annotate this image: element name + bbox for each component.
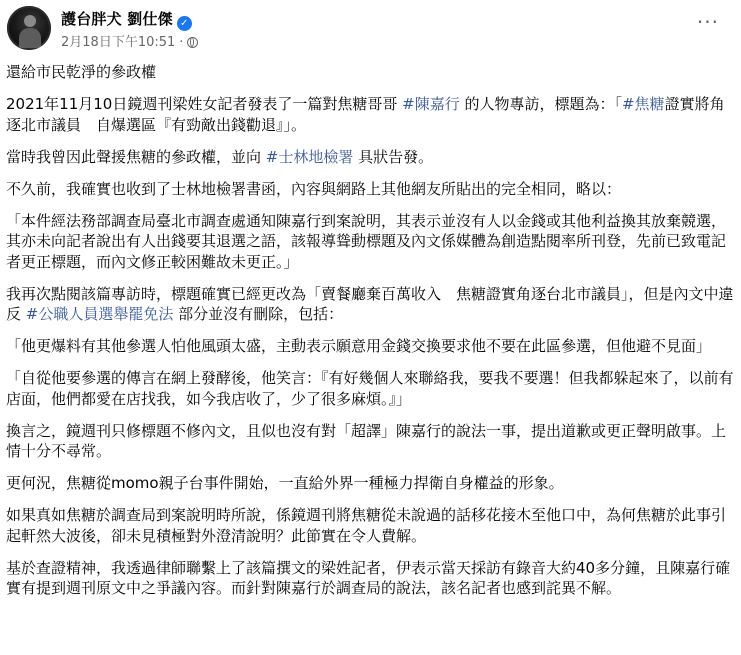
hashtag-link[interactable]: #陳嘉行 [402,95,460,113]
hashtag-link[interactable]: #士林地檢署 [265,147,354,166]
paragraph-text: 2021年11月10日鏡週刊梁姓女記者發表了一篇對焦糖哥哥 [6,95,403,113]
post-paragraph-12: 基於查證精神，我透過律師聯繫上了該篇撰文的梁姓記者，伊表示當天採訪有錄音大約40多分鐘，且陳嘉行確實有提到週刊原文中之爭議內容。而針對陳嘉行於調查局的說法，該名記者也感到詫異不解。 [6,558,731,597]
hashtag-link[interactable]: #焦糖 [621,95,665,113]
paragraph-text: 的人物專訪，標題為：「 [459,95,622,113]
more-options-button[interactable]: ··· [696,10,719,34]
post-paragraph-3 [6,147,734,168]
avatar-head-shape [24,15,36,27]
hashtag-link[interactable]: #公職人員選舉罷免法 [25,305,174,323]
verified-badge-icon: ✓ [177,16,192,31]
post-timestamp[interactable]: 2月18日下午10:51 [61,35,176,50]
post-paragraph-2 [6,94,734,135]
paragraph-text: 我再次點閱該篇專訪時，標題確實已經更改為「賣餐廳棄百萬收入 焦糖證實角逐台北市議員」，但是內文中違反 [6,284,734,323]
avatar[interactable] [7,6,51,50]
post-paragraph-8: 「自從他要參選的傳言在網上發酵後，他笑言：『有好幾個人來聯絡我，要我不要選！但我都躲起來了，以前有店面，他們都愛在店找我，如今我店收了，少了很多麻煩。』」 [6,369,734,408]
post-paragraph-6 [6,284,734,325]
paragraph-text: 部分並沒有刪除，包括： [173,305,344,323]
paragraph-text: 具狀告發。 [353,147,434,166]
post-body [6,62,734,610]
paragraph-text: 當時我曾因此聲援焦糖的參政權，並向 [6,147,266,166]
post-header [7,6,727,52]
post-paragraph-1: 還給市民乾淨的參政權 [6,63,157,81]
paragraph-text: 證實將角逐北市議員 自爆選區『有勁敵出錢勸退』」。 [6,95,725,134]
post-paragraph-5: 「本件經法務部調查局臺北市調查處通知陳嘉行到案說明，其表示並沒有人以金錢或其他利益換其放棄競選，其亦未向記者說出有人出錢要其退選之語，該報導聳動標題及內文係媒體為創造點閱率所刊登，先前已致電記者更正標題，而內文修正較困難故未更正。」 [6,211,727,271]
globe-icon [187,37,198,48]
post-meta [61,31,198,50]
author-name[interactable]: 護台胖犬 劉仕傑 [61,10,173,28]
post-paragraph-10: 更何況，焦糖從momo親子台事件開始，一直給外界一種極力捍衛自身權益的形象。 [6,474,564,492]
post-paragraph-9: 換言之，鏡週刊只修標題不修內文，且似也沒有對「超譯」陳嘉行的說法一事，提出道歉或更正聲明啟事。上情十分不尋常。 [6,421,727,460]
meta-separator: · [179,35,184,50]
post-paragraph-7: 「他更爆料有其他參選人怕他風頭太盛，主動表示願意用金錢交換要求他不要在此區參選，但他避不見面」 [6,337,712,355]
post-paragraph-11: 如果真如焦糖於調查局到案說明時所說，係鏡週刊將焦糖從未說過的話移花接木至他口中，為何焦糖於此事引起軒然大波後，卻未見積極對外澄清說明？此節實在令人費解。 [6,506,727,545]
author-line [61,8,192,31]
post-paragraph-4: 不久前，我確實也收到了士林地檢署書函，內容與網路上其他網友所貼出的完全相同，略以： [6,179,622,198]
avatar-body-shape [19,28,41,48]
